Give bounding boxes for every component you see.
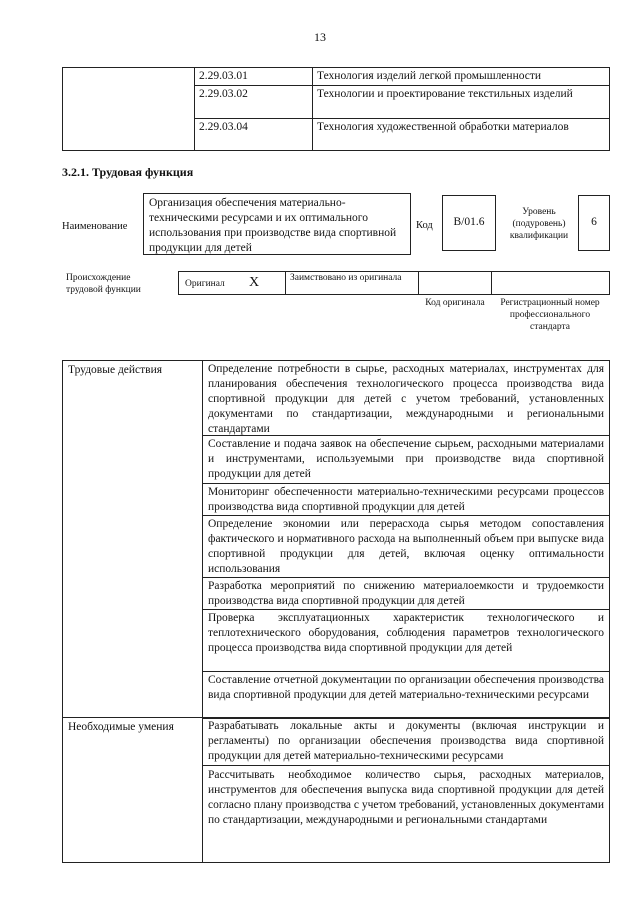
action-item: Определение потребности в сырье, расходных материалах, инструментах для планирования обеспечения технологического процесса производства вида спортивной продукции для детей с учетом требований, установленных документами по стандартизации, международными и региональными стандартами [202,360,610,436]
function-code-value: В/01.6 [442,195,496,251]
page-number: 13 [314,30,326,44]
origin-label: Происхождение трудовой функции [66,273,141,295]
action-item: Мониторинг обеспеченности материально-техническими ресурсами процессов производства вида спортивной продукции для детей [202,483,610,516]
actions-label: Трудовые действия [62,360,203,718]
action-item: Составление и подача заявок на обеспечение сырьем, расходными материалами и инструментами, используемыми при производстве вида спортивной продукции для детей [202,435,610,484]
level-label: Уровень (подуровень) квалификации [509,207,569,241]
table-cell-code: 2.29.03.01 [194,67,313,86]
top-table-blank-cell [62,67,195,151]
action-item: Проверка эксплуатационных характеристик технологического и теплотехнического оборудования, соблюдения параметров технологического процесса производства вида спортивной продукции для детей [202,609,610,672]
function-name-value: Организация обеспечения материально-техническими ресурсами и их оптимального использования при производстве вида спортивной продукции для детей [143,193,411,255]
action-item: Разработка мероприятий по снижению материалоемкости и трудоемкости производства вида спортивной продукции для детей [202,577,610,610]
reg-number-cell [491,271,610,295]
table-cell-code: 2.29.03.02 [194,85,313,119]
level-value: 6 [578,195,610,251]
skill-item: Рассчитывать необходимое количество сырья, расходных материалов, инструментов для обеспечения выпуска вида спортивной продукции для детей согласно плану производства с учетом требований, установленных документами по стандартизации, международными и региональными стандартами [202,765,610,863]
table-cell-code: 2.29.03.04 [194,118,313,151]
original-label: Оригинал [185,279,225,289]
code-original-cell [418,271,492,295]
action-item: Определение экономии или перерасхода сырья методом сопоставления фактического и нормативного расхода на выполненный объем при выпуске вида спортивной продукции для детей, включая оценку оптимальности использования [202,515,610,578]
skills-label: Необходимые умения [62,717,203,863]
name-label: Наименование [62,221,128,232]
code-label: Код [416,220,433,231]
section-title: 3.2.1. Трудовая функция [62,165,194,179]
borrowed-label: Заимствовано из оригинала [285,271,419,295]
action-item: Составление отчетной документации по организации обеспечения производства вида спортивной продукции для детей материально-техническими ресурсами [202,671,610,719]
skill-item: Разрабатывать локальные акты и документы (включая инструкции и регламенты) по организации обеспечения производства вида спортивной продукции для детей материально-техническими ресурсами [202,717,610,766]
original-mark: Х [249,275,260,290]
table-cell-name: Технология изделий легкой промышленности [312,67,610,86]
table-cell-name: Технологии и проектирование текстильных изделий [312,85,610,119]
reg-number-label: Регистрационный номер профессионального стандарта [500,298,600,332]
original-cell [178,271,286,295]
code-original-label: Код оригинала [425,298,485,308]
table-cell-name: Технология художественной обработки материалов [312,118,610,151]
